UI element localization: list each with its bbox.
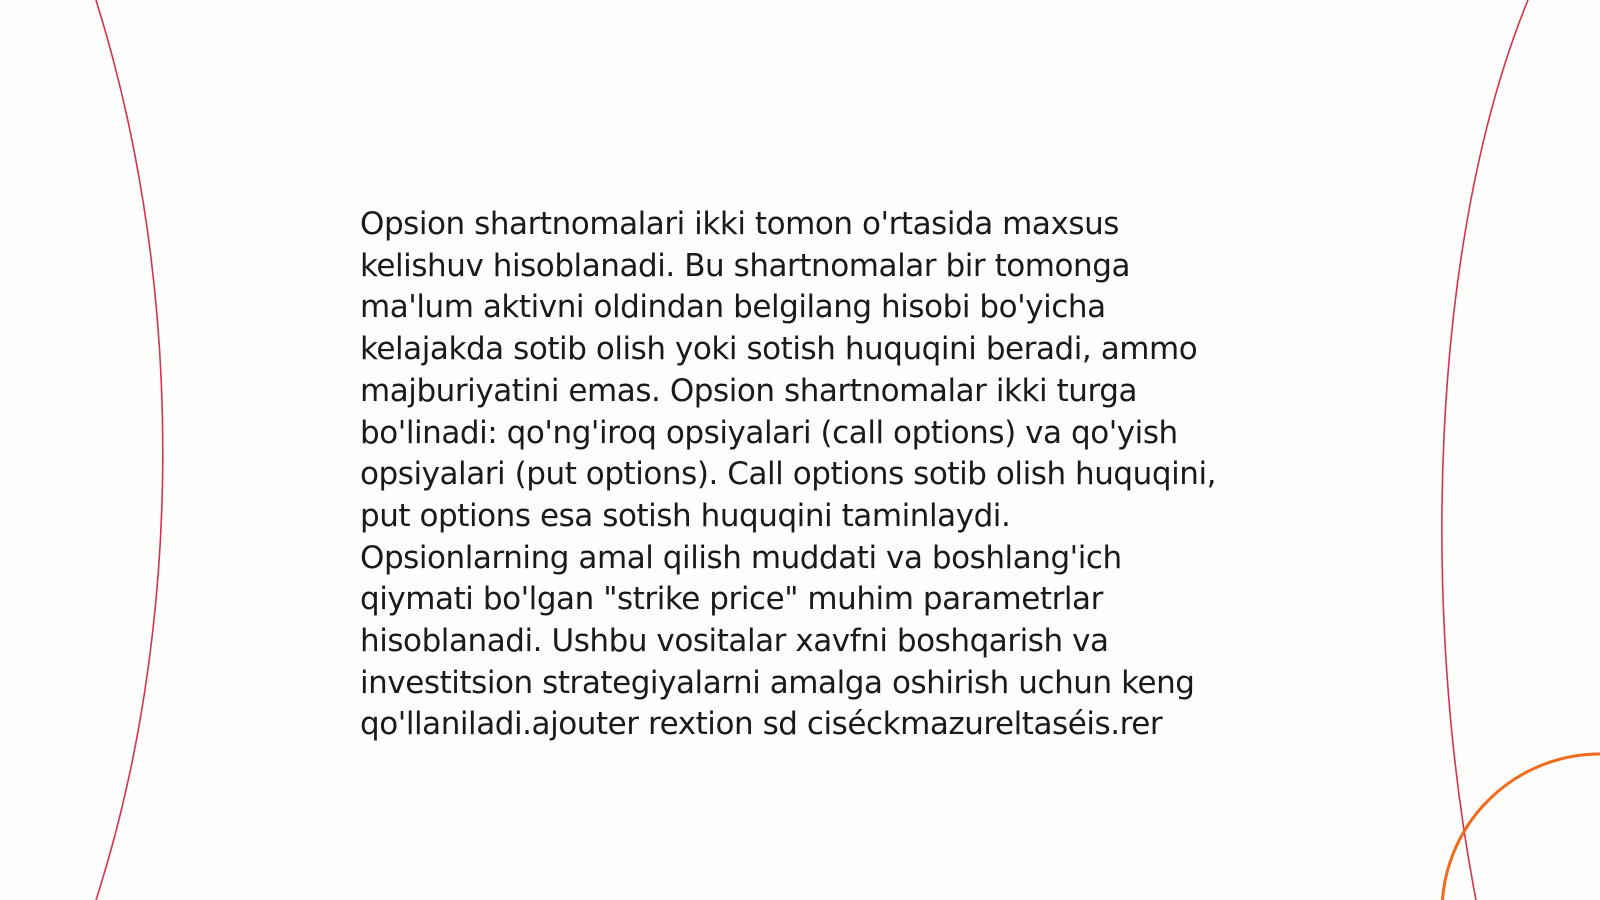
slide-paragraph: Opsion shartnomalari ikki tomon o'rtasida maxsus kelishuv hisoblanadi. Bu shartnomalar bir tomonga ma'lum aktivni oldindan belgilang hisobi bo'yicha kelajakda sotib olish yoki sotish huquqini beradi, ammo majburiyatini emas. Opsion shartnomalar ikki turga bo'linadi: qo'ng'iroq opsiyalari (call options) va qo'yish opsiyalari (put options). Call options sotib olish huquqini, put options esa sotish huquqini taminlaydi. Opsionlarning amal qilish muddati va boshlang'ich qiymati bo'lgan "strike price" muhim parametrlar hisoblanadi. Ushbu vositalar xavfni boshqarish va investitsion strategiyalarni amalga oshirish uchun keng qo'llaniladi.ajouter rextion sd ciséckmazureltaséis.rer xyxy=(360,206,1217,743)
orange-arc xyxy=(1442,754,1600,900)
left-curve-line xyxy=(96,0,163,900)
right-curve-line xyxy=(1442,0,1528,900)
